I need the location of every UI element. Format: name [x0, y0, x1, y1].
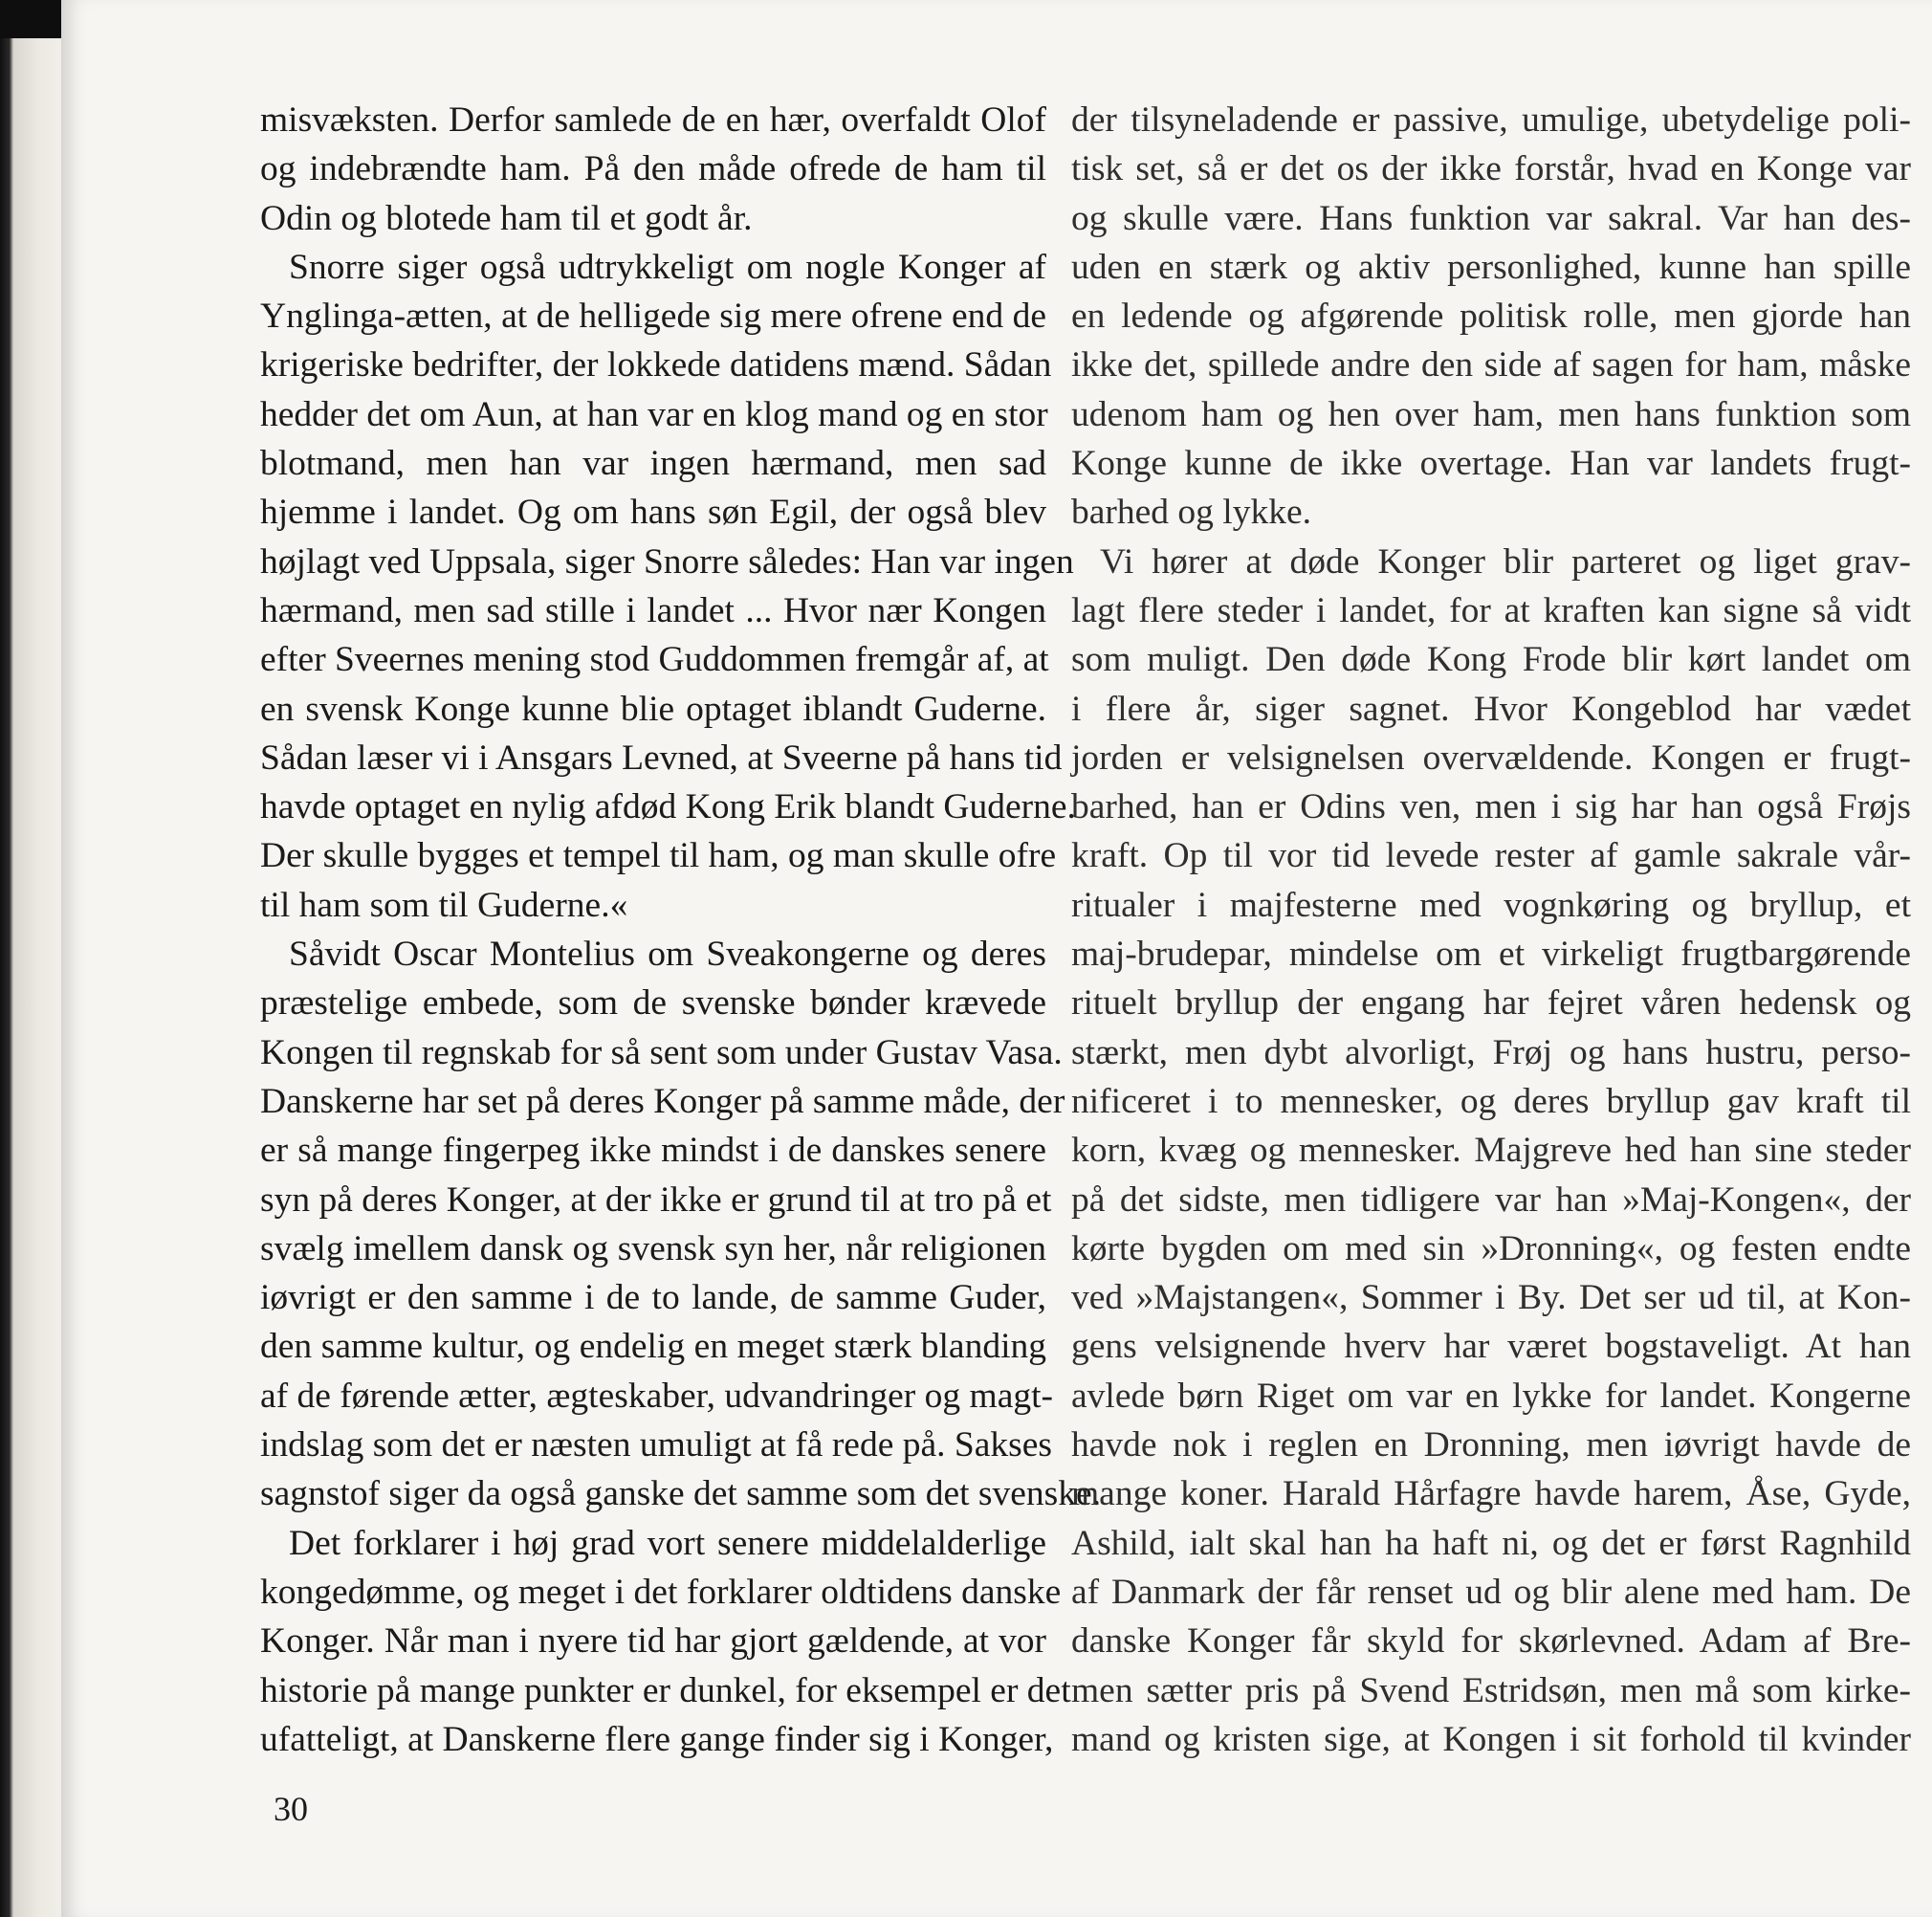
text-line: mand og kristen sige, at Kongen i sit forhold til kvinder — [1071, 1719, 1911, 1759]
text-line: kørte bygden om med sin »Dronning«, og festen endte — [1071, 1228, 1911, 1268]
text-line: som muligt. Den døde Kong Frode blir kørt landet om — [1071, 640, 1911, 680]
text-line: indslag som det er næsten umuligt at få rede på. Sakses — [260, 1425, 1052, 1465]
text-line: Ashild, ialt skal han ha haft ni, og det er først Ragnhild — [1071, 1523, 1911, 1563]
text-line: stærkt, men dybt alvorligt, Frøj og hans hustru, perso- — [1071, 1032, 1911, 1072]
text-line: Vi hører at døde Konger blir parteret og liget grav- — [1100, 541, 1911, 582]
text-line: Sådan læser vi i Ansgars Levned, at Sveerne på hans tid — [260, 738, 1063, 778]
text-line: blotmand, men han var ingen hærmand, men sad — [260, 444, 1046, 484]
text-line: uden en stærk og aktiv personlighed, kunne han spille — [1071, 247, 1911, 287]
text-line: ufatteligt, at Danskerne flere gange finder sig i Konger, — [260, 1719, 1054, 1759]
text-line: rituelt bryllup der engang har fejret våren hedensk og — [1071, 983, 1911, 1024]
text-line: ved »Majstangen«, Sommer i By. Det ser ud til, at Kon- — [1071, 1278, 1911, 1318]
text-line: der tilsyneladende er passive, umulige, ubetydelige poli- — [1071, 100, 1911, 140]
left-text-column — [260, 96, 1101, 1764]
text-line: jorden er velsignelsen overvældende. Kongen er frugt- — [1071, 738, 1911, 778]
text-line: kraft. Op til vor tid levede rester af gamle sakrale vår- — [1071, 836, 1911, 876]
text-line: tisk set, så er det os der ikke forstår, hvad en Konge var — [1071, 149, 1911, 189]
text-line: avlede børn Riget om var en lykke for landet. Kongerne — [1071, 1376, 1911, 1416]
text-line: efter Sveernes mening stod Guddommen fremgår af, at — [260, 640, 1049, 680]
text-line: Konger. Når man i nyere tid har gjort gældende, at vor — [260, 1621, 1046, 1662]
text-line: havde optaget en nylig afdød Kong Erik blandt Guderne. — [260, 787, 1076, 827]
text-line: en svensk Konge kunne blie optaget iblandt Guderne. — [260, 689, 1046, 729]
text-line: misvæksten. Derfor samlede de en hær, overfaldt Olof — [260, 100, 1046, 140]
text-line: maj-brudepar, mindelse om et virkeligt frugtbargørende — [1071, 935, 1911, 975]
text-line: hedder det om Aun, at han var en klog mand og en stor — [260, 394, 1048, 434]
text-line: Der skulle bygges et tempel til ham, og man skulle ofre — [260, 836, 1057, 876]
text-line: korn, kvæg og mennesker. Majgreve hed han sine steder — [1071, 1131, 1911, 1171]
text-line: til ham som til Guderne.« — [260, 885, 628, 925]
text-line: på det sidste, men tidligere var han »Maj-Kongen«, der — [1071, 1179, 1911, 1220]
text-line: men sætter pris på Svend Estridsøn, men må som kirke- — [1071, 1670, 1911, 1710]
text-line: Det forklarer i høj grad vort senere middelalderlige — [289, 1523, 1046, 1563]
text-line: barhed, han er Odins ven, men i sig har han også Frøjs — [1071, 787, 1911, 827]
text-line: Kongen til regnskab for så sent som under Gustav Vasa. — [260, 1032, 1063, 1072]
text-line: nificeret i to mennesker, og deres bryllup gav kraft til — [1071, 1081, 1911, 1121]
text-line: mange koner. Harald Hårfagre havde harem, Åse, Gyde, — [1071, 1474, 1911, 1514]
text-line: Snorre siger også udtrykkeligt om nogle Konger af — [289, 247, 1046, 287]
text-line: danske Konger får skyld for skørlevned. Adam af Bre- — [1071, 1621, 1911, 1662]
text-line: iøvrigt er den samme i de to lande, de samme Guder, — [260, 1278, 1046, 1318]
text-line: Odin og blotede ham til et godt år. — [260, 198, 753, 238]
text-line: præstelige embede, som de svenske bønder krævede — [260, 983, 1046, 1024]
page-number: 30 — [274, 1790, 308, 1828]
text-line: krigeriske bedrifter, der lokkede datidens mænd. Sådan — [260, 345, 1052, 386]
text-line: barhed og lykke. — [1071, 493, 1311, 533]
text-line: gens velsignende hverv har været bogstaveligt. At han — [1071, 1327, 1911, 1367]
text-line: ikke det, spillede andre den side af sagen for ham, måske — [1071, 345, 1911, 386]
right-text-column — [1071, 96, 1911, 1764]
text-line: udenom ham og hen over ham, men hans funktion som — [1071, 394, 1911, 434]
text-line: syn på deres Konger, at der ikke er grund til at tro på et — [260, 1179, 1052, 1220]
text-line: af de førende ætter, ægteskaber, udvandringer og magt- — [260, 1376, 1053, 1416]
text-line: lagt flere steder i landet, for at kraften kan signe så vidt — [1071, 590, 1911, 630]
text-line: historie på mange punkter er dunkel, for eksempel er det — [260, 1670, 1071, 1710]
text-line: ritualer i majfesterne med vognkøring og bryllup, et — [1071, 885, 1911, 925]
text-line: den samme kultur, og endelig en meget stærk blanding — [260, 1327, 1046, 1367]
text-line: sagnstof siger da også ganske det samme som det svenske. — [260, 1474, 1101, 1514]
text-line: en ledende og afgørende politisk rolle, men gjorde han — [1071, 297, 1911, 337]
text-line: Danskerne har set på deres Konger på samme måde, der — [260, 1081, 1065, 1121]
text-line: kongedømme, og meget i det forklarer oldtidens danske — [260, 1572, 1062, 1612]
book-page — [61, 0, 1932, 1917]
text-line: i flere år, siger sagnet. Hvor Kongeblod har vædet — [1071, 689, 1911, 729]
book-spine-shadow — [0, 0, 71, 38]
text-line: hjemme i landet. Og om hans søn Egil, der også blev — [260, 493, 1046, 533]
text-line: Konge kunne de ikke overtage. Han var landets frugt- — [1071, 444, 1911, 484]
text-line: er så mange fingerpeg ikke mindst i de danskes senere — [260, 1131, 1046, 1171]
text-line: højlagt ved Uppsala, siger Snorre således: Han var ingen — [260, 541, 1074, 582]
text-line: og indebrændte ham. På den måde ofrede de ham til — [260, 149, 1046, 189]
book-spine-edge — [0, 0, 71, 1917]
text-line: Såvidt Oscar Montelius om Sveakongerne og deres — [289, 935, 1046, 975]
text-line: havde nok i reglen en Dronning, men iøvrigt havde de — [1071, 1425, 1911, 1465]
text-line: af Danmark der får renset ud og blir alene med ham. De — [1071, 1572, 1911, 1612]
text-line: hærmand, men sad stille i landet ... Hvor nær Kongen — [260, 590, 1046, 630]
text-line: svælg imellem dansk og svensk syn her, når religionen — [260, 1228, 1046, 1268]
text-line: Ynglinga-ætten, at de helligede sig mere ofrene end de — [260, 297, 1046, 337]
text-line: og skulle være. Hans funktion var sakral. Var han des- — [1071, 198, 1911, 238]
